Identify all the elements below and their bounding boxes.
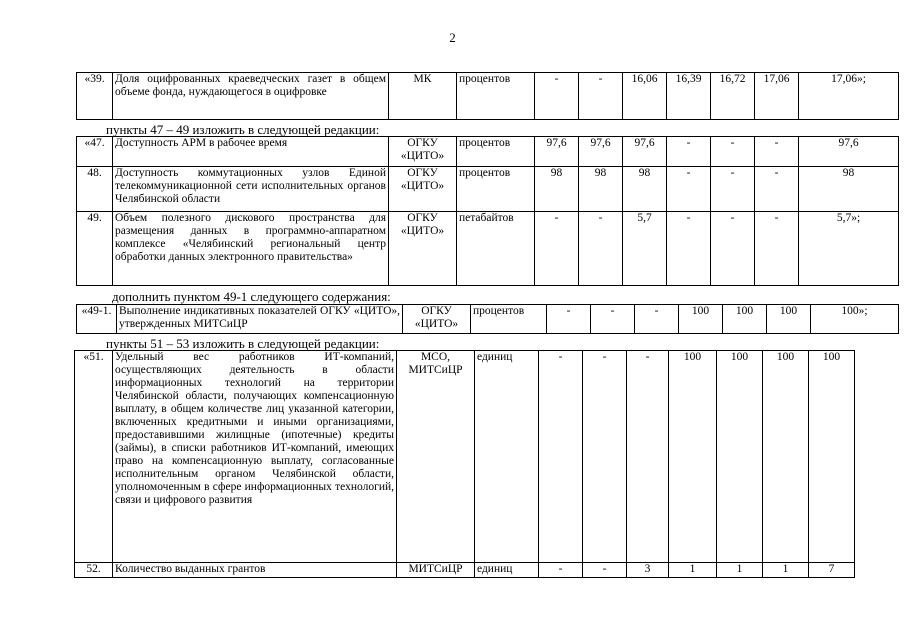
row-number: 52. xyxy=(75,563,113,578)
value-cell: 100 xyxy=(717,351,763,563)
value-cell: - xyxy=(627,351,669,563)
responsible-body: ОГКУ «ЦИТО» xyxy=(389,167,457,212)
value-cell: - xyxy=(583,351,627,563)
row-number: 49. xyxy=(77,212,113,286)
value-cell: - xyxy=(591,305,635,334)
value-cell: 16,39 xyxy=(667,73,711,120)
value-cell: - xyxy=(583,563,627,578)
value-cell: 100 xyxy=(763,351,809,563)
unit-of-measure: процентов xyxy=(457,167,535,212)
value-cell: 17,06 xyxy=(755,73,799,120)
table-row xyxy=(77,73,899,120)
row-number: «49-1. xyxy=(77,305,117,334)
value-cell: 5,7 xyxy=(623,212,667,286)
table-row xyxy=(75,563,855,578)
section-heading-47-49: пункты 47 – 49 изложить в следующей редакции: xyxy=(106,122,380,137)
value-cell: - xyxy=(667,137,711,167)
indicator-description: Доступность коммутационных узлов Единой телекоммуникационной сети исполнительных органов Челябинской области xyxy=(113,167,389,212)
row-number: «47. xyxy=(77,137,113,167)
value-cell: 97,6 xyxy=(799,137,899,167)
page-number: 2 xyxy=(449,30,456,45)
responsible-body: ОГКУ «ЦИТО» xyxy=(403,305,471,334)
table-rows-51-52 xyxy=(74,350,855,578)
value-cell: 1 xyxy=(669,563,717,578)
indicator-description: Доступность АРМ в рабочее время xyxy=(113,137,389,167)
unit-of-measure: единиц xyxy=(475,563,539,578)
value-cell: - xyxy=(711,212,755,286)
table-row xyxy=(77,167,899,212)
value-cell: - xyxy=(755,167,799,212)
value-cell: 3 xyxy=(627,563,669,578)
value-cell: 97,6 xyxy=(535,137,579,167)
indicator-description: Количество выданных грантов xyxy=(113,563,397,578)
value-cell: - xyxy=(535,73,579,120)
indicator-description: Доля оцифрованных краеведческих газет в общем объеме фонда, нуждающегося в оцифровке xyxy=(113,73,389,120)
responsible-body: ОГКУ «ЦИТО» xyxy=(389,137,457,167)
value-cell: 5,7»; xyxy=(799,212,899,286)
value-cell: 100 xyxy=(679,305,723,334)
table-row-39 xyxy=(76,72,899,120)
unit-of-measure: процентов xyxy=(471,305,547,334)
value-cell: - xyxy=(755,137,799,167)
unit-of-measure: процентов xyxy=(457,137,535,167)
value-cell: 16,72 xyxy=(711,73,755,120)
value-cell: 100 xyxy=(669,351,717,563)
value-cell: 100 xyxy=(723,305,767,334)
value-cell: 16,06 xyxy=(623,73,667,120)
value-cell: 1 xyxy=(763,563,809,578)
unit-of-measure: петабайтов xyxy=(457,212,535,286)
row-number: «39. xyxy=(77,73,113,120)
value-cell: - xyxy=(539,351,583,563)
section-heading-51-53: пункты 51 – 53 изложить в следующей редакции: xyxy=(106,336,380,351)
value-cell: - xyxy=(667,212,711,286)
responsible-body: МК xyxy=(389,73,457,120)
value-cell: - xyxy=(635,305,679,334)
value-cell: - xyxy=(755,212,799,286)
responsible-body: МИТСиЦР xyxy=(397,563,475,578)
table-row xyxy=(75,351,855,563)
section-heading-49-1: дополнить пунктом 49-1 следующего содержания: xyxy=(112,289,391,304)
unit-of-measure: процентов xyxy=(457,73,535,120)
value-cell: 98 xyxy=(535,167,579,212)
value-cell: - xyxy=(667,167,711,212)
value-cell: - xyxy=(579,73,623,120)
indicator-description: Объем полезного дискового пространства для размещения данных в программно-аппаратном комплексе «Челябинский региональный центр обработки данных электронного правительства» xyxy=(113,212,389,286)
table-row-49-1 xyxy=(76,304,899,334)
value-cell: 98 xyxy=(623,167,667,212)
value-cell: 100 xyxy=(767,305,811,334)
indicator-description: Выполнение индикативных показателей ОГКУ «ЦИТО», утвержденных МИТСиЦР xyxy=(117,305,403,334)
table-row xyxy=(77,137,899,167)
table-row xyxy=(77,305,899,334)
value-cell: - xyxy=(539,563,583,578)
unit-of-measure: единиц xyxy=(475,351,539,563)
value-cell: 1 xyxy=(717,563,763,578)
indicator-description: Удельный вес работников ИТ-компаний, осуществляющих деятельность в области информационных технологий на территории Челябинской области, получающих компенсационную выплату, в общем количестве лиц указанной категории, включенных кредитными и иными организациями, предоставившими жилищные (ипотечные) кредиты (займы), в списки работников ИТ-компаний, имеющих право на компенсационную выплату, согласованные исполнительным органом Челябинской области, уполномоченным в сфере информационных технологий, связи и цифрового развития xyxy=(113,351,397,563)
value-cell: 100 xyxy=(809,351,855,563)
value-cell: 98 xyxy=(799,167,899,212)
value-cell: 98 xyxy=(579,167,623,212)
table-row xyxy=(77,212,899,286)
value-cell: - xyxy=(579,212,623,286)
value-cell: - xyxy=(535,212,579,286)
value-cell: - xyxy=(711,167,755,212)
responsible-body: МСО, МИТСиЦР xyxy=(397,351,475,563)
value-cell: - xyxy=(711,137,755,167)
value-cell: 97,6 xyxy=(623,137,667,167)
value-cell: 7 xyxy=(809,563,855,578)
row-number: «51. xyxy=(75,351,113,563)
value-cell: 17,06»; xyxy=(799,73,899,120)
table-rows-47-49 xyxy=(76,136,899,286)
value-cell: 97,6 xyxy=(579,137,623,167)
responsible-body: ОГКУ «ЦИТО» xyxy=(389,212,457,286)
value-cell: 100»; xyxy=(811,305,899,334)
row-number: 48. xyxy=(77,167,113,212)
value-cell: - xyxy=(547,305,591,334)
